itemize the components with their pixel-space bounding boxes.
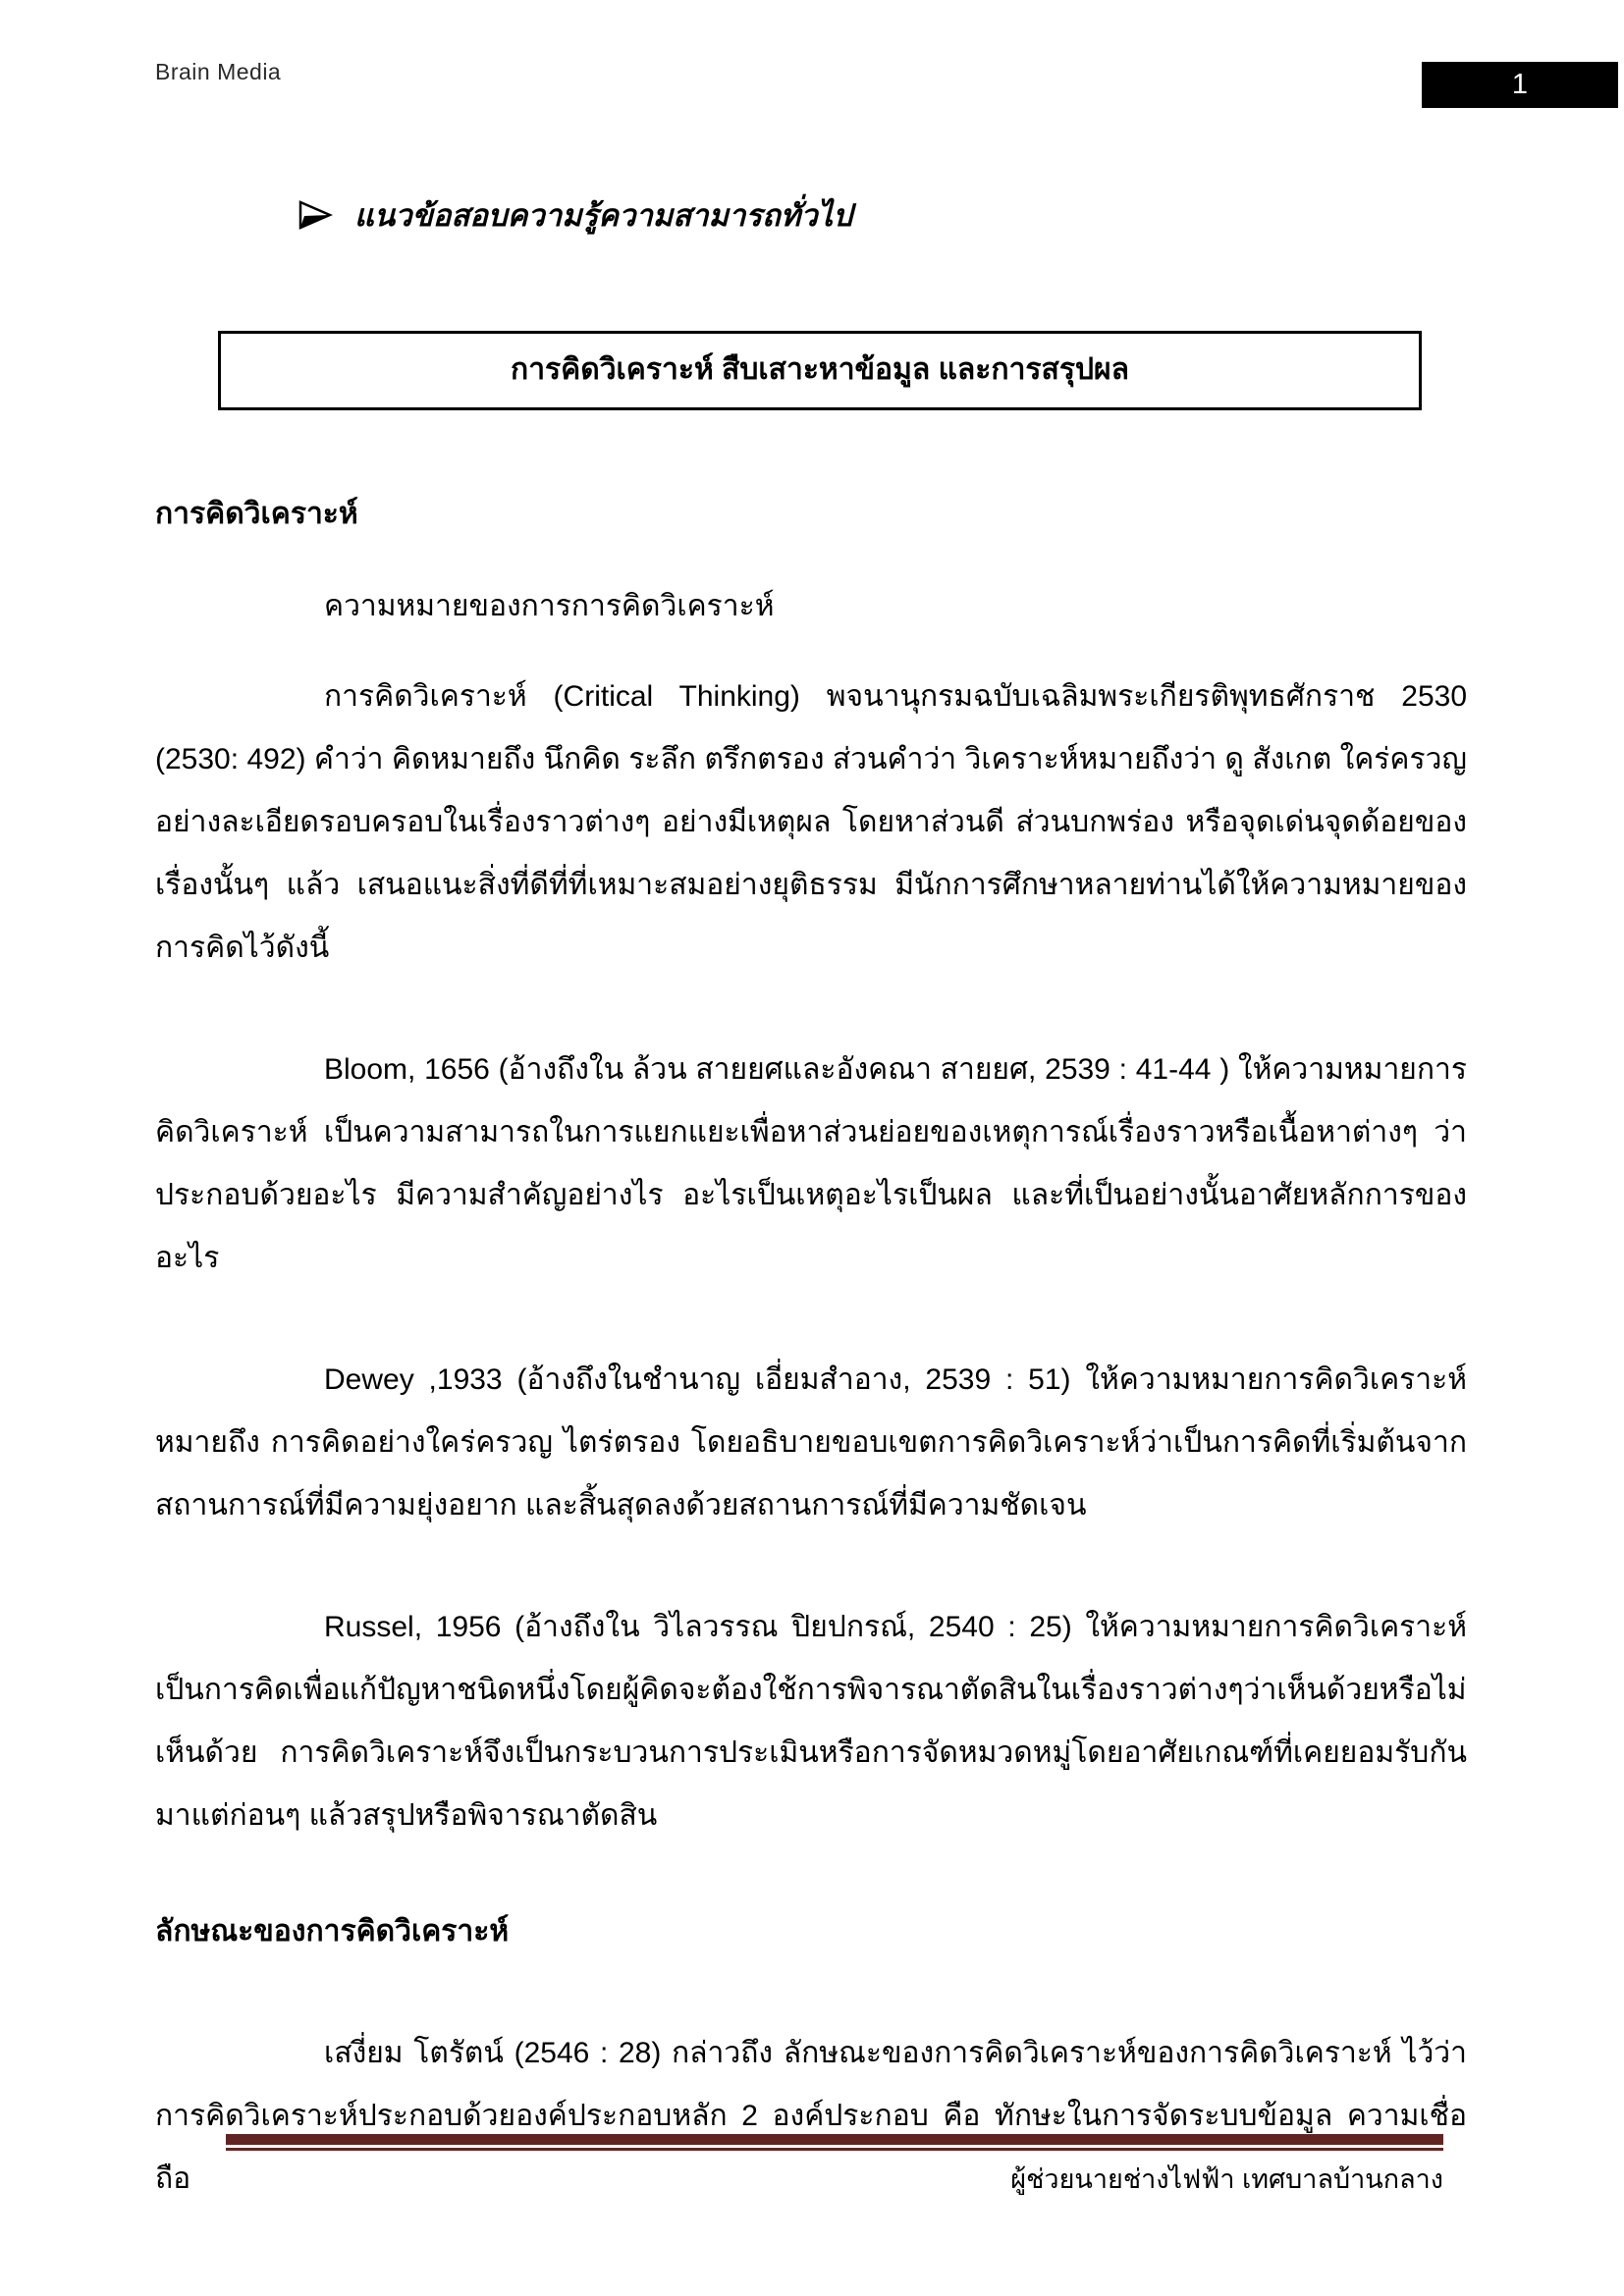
arrow-bullet-icon xyxy=(298,199,333,231)
paragraph-characteristics: เสงี่ยม โตรัตน์ (2546 : 28) กล่าวถึง ลักษณะของการคิดวิเคราะห์ของการคิดวิเคราะห์ ไว้ว่า การคิดวิเคราะห์ประกอบด้วยองค์ประกอบหลัก 2 องค์ประกอบ คือ ทักษะในการจัดระบบข้อมูล ความเชื่อถือ xyxy=(155,2037,1467,2195)
title-box-label: การคิดวิเคราะห์ สืบเสาะหาข้อมูล และการสรุปผล xyxy=(511,353,1129,386)
page-number-badge xyxy=(1422,62,1618,108)
brand-text: Brain Media xyxy=(155,59,282,84)
footer-text: ผู้ช่วยนายช่างไฟฟ้า เทศบาลบ้านกลาง xyxy=(1010,2164,1443,2194)
paragraph-definition: การคิดวิเคราะห์ (Critical Thinking) พจนานุกรมฉบับเฉลิมพระเกียรติพุทธศักราช 2530 (2530: 492) คำว่า คิดหมายถึง นึกคิด ระลึก ตรึกตรอง ส่วนคำว่า วิเคราะห์หมายถึงว่า ดู สังเกต ใคร่ครวญ อย่างละเอียดรอบครอบในเรื่องราวต่างๆ อย่างมีเหตุผล โดยหาส่วนดี ส่วนบกพร่อง หรือจุดเด่นจุดด้อยของเรื่องนั้นๆ แล้ว เสนอแนะสิ่งที่ดีที่ที่เหมาะสมอย่างยุติธรรม มีนักการศึกษาหลายท่านได้ให้ความหมายของการคิดไว้ดังนี้ xyxy=(155,680,1467,964)
footer-rule-thick xyxy=(226,2134,1443,2145)
title-box xyxy=(218,331,1422,410)
paragraph-dewey: Dewey ,1933 (อ้างถึงในชำนาญ เอี่ยมสำอาง, 2539 : 51) ให้ความหมายการคิดวิเคราะห์หมายถึง การคิดอย่างใคร่ครวญ ไตร่ตรอง โดยอธิบายขอบเขตการคิดวิเคราะห์ว่าเป็นการคิดที่เริ่มต้นจากสถานการณ์ที่มีความยุ่งอยาก และสิ้นสุดลงด้วยสถานการณ์ที่มีความชัดเจน xyxy=(155,1363,1467,1522)
section-heading-critical-thinking: การคิดวิเคราะห์ xyxy=(155,498,358,530)
topic-heading-label: แนวข้อสอบความรู้ความสามารถทั่วไป xyxy=(354,198,852,233)
document-body xyxy=(155,483,1467,2211)
subheading-meaning: ความหมายของการการคิดวิเคราะห์ xyxy=(324,590,775,622)
topic-heading xyxy=(298,190,852,240)
footer-rule-thin xyxy=(226,2148,1443,2151)
paragraph-bloom: Bloom, 1656 (อ้างถึงใน ล้วน สายยศและอังคณา สายยศ, 2539 : 41-44 ) ให้ความหมายการคิดวิเคราะห์ เป็นความสามารถในการแยกแยะเพื่อหาส่วนย่อยของเหตุการณ์เรื่องราวหรือเนื้อหาต่างๆ ว่าประกอบด้วยอะไร มีความสำคัญอย่างไร อะไรเป็นเหตุอะไรเป็นผล และที่เป็นอย่างนั้นอาศัยหลักการของอะไร xyxy=(155,1053,1467,1274)
page-number: 1 xyxy=(1511,69,1529,100)
page-footer xyxy=(226,2134,1443,2200)
section-heading-characteristics: ลักษณะของการคิดวิเคราะห์ xyxy=(155,1915,510,1948)
paragraph-russel: Russel, 1956 (อ้างถึงใน วิไลวรรณ ปิยปกรณ์, 2540 : 25) ให้ความหมายการคิดวิเคราะห์เป็นการคิดเพื่อแก้ปัญหาชนิดหนึ่งโดยผู้คิดจะต้องใช้การพิจารณาตัดสินในเรื่องราวต่างๆว่าเห็นด้วยหรือไม่เห็นด้วย การคิดวิเคราะห์จึงเป็นกระบวนการประเมินหรือการจัดหมวดหมู่โดยอาศัยเกณฑ์ที่เคยยอมรับกันมาแต่ก่อนๆ แล้วสรุปหรือพิจารณาตัดสิน xyxy=(155,1611,1467,1832)
